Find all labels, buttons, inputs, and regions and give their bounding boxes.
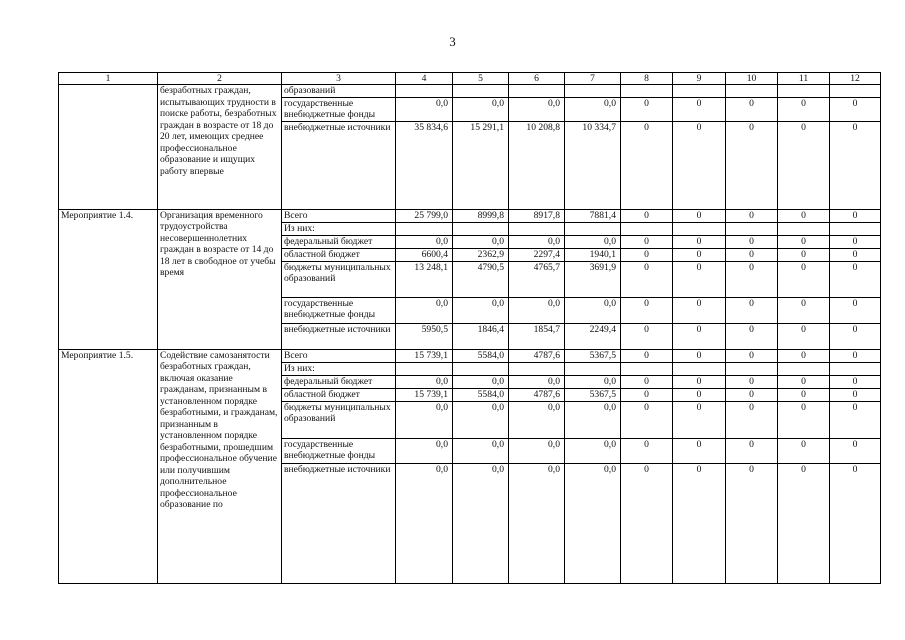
value-cell: 0,0 [565, 401, 621, 438]
value-cell: 0,0 [565, 438, 621, 463]
value-cell: 13 248,1 [396, 261, 453, 297]
header-cell: 8 [621, 73, 673, 85]
value-cell: 0,0 [453, 297, 509, 323]
value-cell: 0 [778, 121, 830, 209]
value-cell: 0 [621, 121, 673, 209]
value-cell: 0 [673, 235, 726, 248]
value-cell [726, 85, 778, 98]
value-cell: 0 [673, 401, 726, 438]
value-cell: 0 [726, 209, 778, 222]
value-cell: 0,0 [453, 401, 509, 438]
source-label: бюджеты муниципальных образований [282, 261, 396, 297]
value-cell: 0,0 [396, 297, 453, 323]
value-cell: 0 [673, 297, 726, 323]
value-cell: 8917,8 [509, 209, 565, 222]
value-cell [673, 362, 726, 375]
value-cell: 0 [726, 438, 778, 463]
value-cell: 0 [621, 388, 673, 401]
value-cell [621, 85, 673, 98]
header-cell: 6 [509, 73, 565, 85]
value-cell: 0 [830, 248, 881, 261]
value-cell: 0 [830, 323, 881, 349]
value-cell: 0 [621, 97, 673, 121]
value-cell [509, 85, 565, 98]
value-cell: 0 [673, 323, 726, 349]
value-cell: 0,0 [509, 235, 565, 248]
value-cell: 0 [726, 97, 778, 121]
value-cell: 0,0 [453, 438, 509, 463]
value-cell: 0,0 [453, 235, 509, 248]
value-cell: 0 [621, 463, 673, 583]
source-label: областной бюджет [282, 248, 396, 261]
value-cell: 0 [830, 388, 881, 401]
value-cell: 0,0 [509, 97, 565, 121]
value-cell [453, 222, 509, 235]
source-label: федеральный бюджет [282, 235, 396, 248]
value-cell: 0 [778, 438, 830, 463]
value-cell: 4765,7 [509, 261, 565, 297]
measure-cell: Мероприятие 1.5. [59, 349, 158, 583]
value-cell: 0 [830, 97, 881, 121]
value-cell: 5950,5 [396, 323, 453, 349]
value-cell: 15 739,1 [396, 388, 453, 401]
value-cell: 4787,6 [509, 349, 565, 362]
source-label: государственные внебюджетные фонды [282, 438, 396, 463]
value-cell: 0 [621, 209, 673, 222]
value-cell [830, 85, 881, 98]
value-cell: 0 [621, 323, 673, 349]
table-row [59, 85, 881, 98]
measure-description: Организация временного трудоустройства несовершеннолетних граждан в возрасте от 14 до 18 лет в свободное от учебы время [158, 209, 282, 349]
value-cell [726, 222, 778, 235]
value-cell: 5584,0 [453, 349, 509, 362]
table-row [59, 209, 881, 222]
header-cell: 11 [778, 73, 830, 85]
value-cell: 0 [778, 375, 830, 388]
value-cell: 0 [673, 349, 726, 362]
value-cell: 0 [673, 97, 726, 121]
value-cell: 0 [830, 235, 881, 248]
value-cell: 5367,5 [565, 388, 621, 401]
source-label: внебюджетные источники [282, 463, 396, 583]
header-cell: 2 [158, 73, 282, 85]
value-cell: 0,0 [396, 375, 453, 388]
value-cell [778, 362, 830, 375]
value-cell [830, 362, 881, 375]
value-cell: 0 [830, 438, 881, 463]
header-row [59, 73, 881, 85]
value-cell: 0 [621, 297, 673, 323]
value-cell [673, 222, 726, 235]
value-cell: 3691,9 [565, 261, 621, 297]
value-cell: 0 [830, 261, 881, 297]
value-cell: 0 [778, 209, 830, 222]
value-cell: 0,0 [453, 97, 509, 121]
value-cell: 0,0 [509, 297, 565, 323]
source-label: областной бюджет [282, 388, 396, 401]
value-cell: 0,0 [509, 401, 565, 438]
value-cell [396, 222, 453, 235]
value-cell: 0 [673, 121, 726, 209]
value-cell [453, 85, 509, 98]
value-cell: 0 [621, 401, 673, 438]
measure-cell: Мероприятие 1.4. [59, 209, 158, 349]
value-cell: 0,0 [565, 297, 621, 323]
value-cell: 15 291,1 [453, 121, 509, 209]
value-cell: 0 [726, 323, 778, 349]
value-cell [565, 222, 621, 235]
value-cell: 4787,6 [509, 388, 565, 401]
value-cell: 0 [778, 297, 830, 323]
value-cell [673, 85, 726, 98]
value-cell: 0 [673, 463, 726, 583]
value-cell: 0 [621, 235, 673, 248]
value-cell: 0,0 [509, 375, 565, 388]
value-cell: 4790,5 [453, 261, 509, 297]
value-cell: 5367,5 [565, 349, 621, 362]
value-cell: 0 [726, 248, 778, 261]
budget-table [58, 72, 881, 584]
value-cell [621, 222, 673, 235]
value-cell: 0 [778, 235, 830, 248]
source-label: федеральный бюджет [282, 375, 396, 388]
value-cell: 0,0 [509, 438, 565, 463]
value-cell: 0 [778, 388, 830, 401]
value-cell [778, 222, 830, 235]
value-cell: 0,0 [565, 97, 621, 121]
value-cell: 2249,4 [565, 323, 621, 349]
value-cell: 0,0 [453, 463, 509, 583]
value-cell [778, 85, 830, 98]
source-label: Всего [282, 209, 396, 222]
value-cell: 0,0 [565, 375, 621, 388]
value-cell: 0 [778, 463, 830, 583]
value-cell: 0 [621, 438, 673, 463]
source-label: государственные внебюджетные фонды [282, 97, 396, 121]
value-cell: 0 [830, 209, 881, 222]
value-cell [726, 362, 778, 375]
value-cell: 0 [830, 349, 881, 362]
value-cell: 0 [830, 121, 881, 209]
value-cell: 0,0 [396, 235, 453, 248]
page-number: 3 [449, 34, 456, 49]
value-cell: 0,0 [396, 438, 453, 463]
value-cell: 0 [830, 401, 881, 438]
value-cell: 0 [726, 235, 778, 248]
value-cell: 25 799,0 [396, 209, 453, 222]
header-cell: 7 [565, 73, 621, 85]
value-cell: 0,0 [396, 401, 453, 438]
value-cell [396, 362, 453, 375]
value-cell: 2297,4 [509, 248, 565, 261]
value-cell: 0 [673, 438, 726, 463]
value-cell: 0,0 [396, 463, 453, 583]
header-cell: 3 [282, 73, 396, 85]
measure-description: безработных граждан, испытывающих трудности в поиске работы, безработных граждан в возрасте от 18 до 20 лет, имеющих среднее профессиональное образование и ищущих работу впервые [158, 85, 282, 210]
value-cell: 0,0 [453, 375, 509, 388]
value-cell: 0 [778, 248, 830, 261]
value-cell: 0 [621, 375, 673, 388]
measure-cell [59, 85, 158, 210]
value-cell: 0 [778, 401, 830, 438]
value-cell: 0 [621, 261, 673, 297]
source-label: государственные внебюджетные фонды [282, 297, 396, 323]
value-cell: 6600,4 [396, 248, 453, 261]
header-cell: 10 [726, 73, 778, 85]
value-cell: 0 [726, 297, 778, 323]
header-cell: 12 [830, 73, 881, 85]
value-cell: 7881,4 [565, 209, 621, 222]
value-cell [453, 362, 509, 375]
header-cell: 9 [673, 73, 726, 85]
value-cell [509, 362, 565, 375]
value-cell: 0 [778, 97, 830, 121]
value-cell: 10 208,8 [509, 121, 565, 209]
value-cell: 0 [726, 349, 778, 362]
source-label: внебюджетные источники [282, 323, 396, 349]
value-cell: 0 [830, 463, 881, 583]
source-label: образований [282, 85, 396, 98]
value-cell: 0,0 [565, 463, 621, 583]
source-label: Из них: [282, 362, 396, 375]
value-cell: 0 [673, 375, 726, 388]
value-cell: 0,0 [509, 463, 565, 583]
header-cell: 5 [453, 73, 509, 85]
value-cell: 0 [673, 209, 726, 222]
header-cell: 4 [396, 73, 453, 85]
value-cell: 0 [621, 349, 673, 362]
value-cell [565, 362, 621, 375]
value-cell [565, 85, 621, 98]
source-label: бюджеты муниципальных образований [282, 401, 396, 438]
value-cell: 0 [726, 401, 778, 438]
source-label: Всего [282, 349, 396, 362]
value-cell: 0 [673, 388, 726, 401]
value-cell: 0 [621, 248, 673, 261]
value-cell [830, 222, 881, 235]
source-label: внебюджетные источники [282, 121, 396, 209]
value-cell: 0 [778, 261, 830, 297]
value-cell [396, 85, 453, 98]
value-cell: 0 [673, 248, 726, 261]
table-row [59, 349, 881, 362]
source-label: Из них: [282, 222, 396, 235]
header-cell: 1 [59, 73, 158, 85]
value-cell: 0 [726, 463, 778, 583]
value-cell: 1940,1 [565, 248, 621, 261]
value-cell: 0 [726, 388, 778, 401]
value-cell: 8999,8 [453, 209, 509, 222]
value-cell: 5584,0 [453, 388, 509, 401]
value-cell: 0 [726, 261, 778, 297]
value-cell: 0 [778, 349, 830, 362]
value-cell: 35 834,6 [396, 121, 453, 209]
value-cell: 0 [726, 121, 778, 209]
measure-description: Содействие самозанятости безработных граждан, включая оказание гражданам, признанным в установленном порядке безработными, и гражданам, признанным в установленном порядке безработными, прошедшим профессиональное обучение или получившим дополнительное профессиональное образование по [158, 349, 282, 583]
value-cell: 0,0 [396, 97, 453, 121]
value-cell: 2362,9 [453, 248, 509, 261]
value-cell: 0 [726, 375, 778, 388]
value-cell: 0 [673, 261, 726, 297]
value-cell: 15 739,1 [396, 349, 453, 362]
value-cell: 0 [778, 323, 830, 349]
value-cell: 0,0 [565, 235, 621, 248]
value-cell: 0 [830, 375, 881, 388]
value-cell: 1854,7 [509, 323, 565, 349]
value-cell [509, 222, 565, 235]
value-cell: 1846,4 [453, 323, 509, 349]
value-cell: 0 [830, 297, 881, 323]
value-cell [621, 362, 673, 375]
value-cell: 10 334,7 [565, 121, 621, 209]
